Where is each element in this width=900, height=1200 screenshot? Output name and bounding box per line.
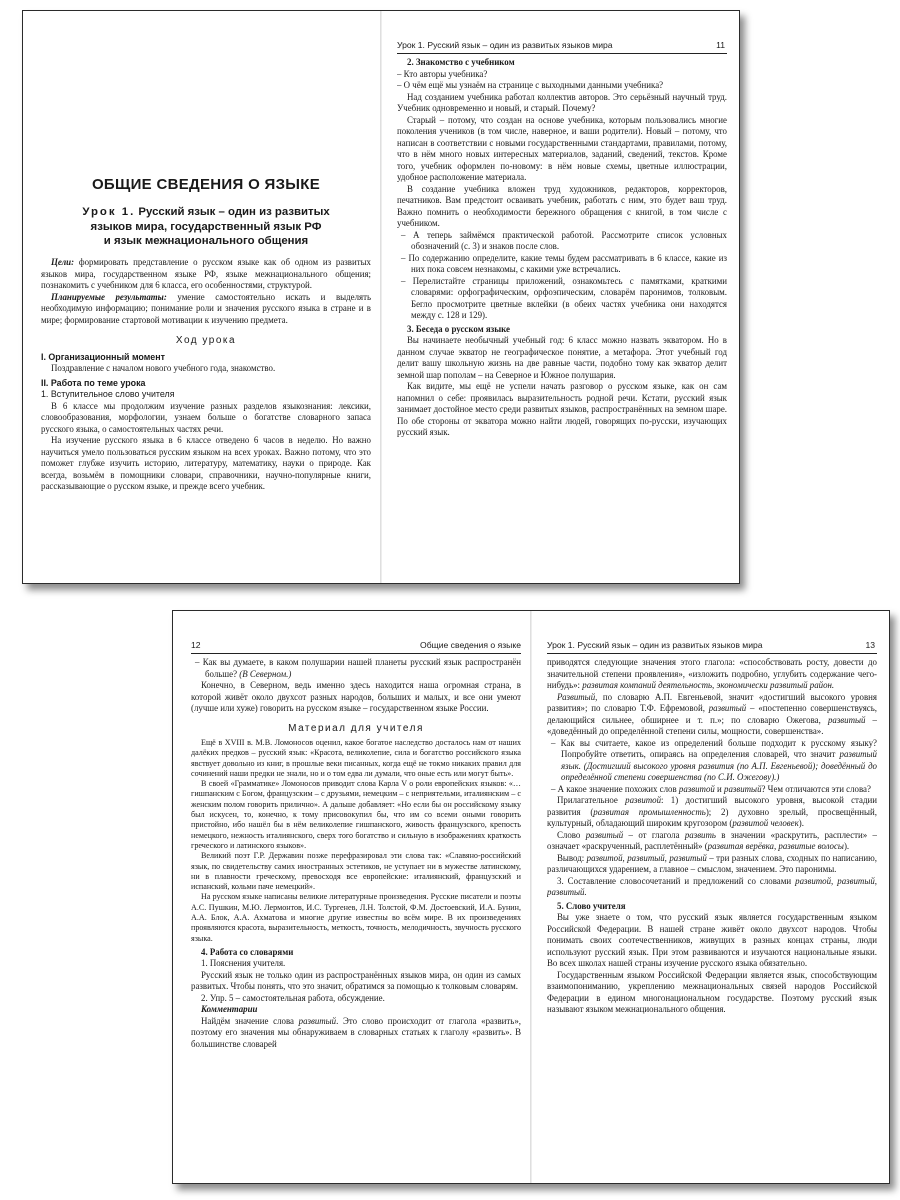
section-2-paragraph-1: В 6 классе мы продолжим изучение разных разделов языкознания: лексики, словообразования, морфологии, узнаем больше о богатстве словарного запаса русского языка, о самостоятельных частях речи. — [41, 400, 371, 434]
material-heading: Материал для учителя — [288, 722, 424, 734]
italic-example: развитая промышленность — [593, 806, 706, 817]
task-2: – По содержанию определите, какие темы будем рассматривать в 6 классе, какие из них пока совсем незнакомы, с какими уже встречались. — [401, 252, 727, 274]
paragraph-7: Вы уже знаете о том, что русский язык является государственным языком Российской Федерации. В нашей стране живёт около двухсот народов. Чтобы понимать своих соотечественников, живущих в разных концах страны, люди используют русский язык. При этом развиваются и изучаются национальные языки. Во всех школах нашей страны изучение русского языка обязательно. — [547, 912, 877, 968]
text-fragment: – «постепенно совершенствуясь, делающийся сильнее, обширнее и т. п.»; по словарю Ожегова, — [547, 703, 877, 725]
page-body — [191, 657, 521, 1050]
page-fold — [380, 11, 382, 583]
question-2: – О чём ещё мы узнаём на странице с выходными данными учебника? — [397, 80, 664, 90]
running-header — [547, 639, 877, 654]
page-13 — [547, 611, 877, 1183]
italic-word: развить — [684, 829, 716, 840]
running-header — [191, 639, 521, 654]
page-number: 11 — [716, 40, 725, 50]
paragraph-5: Как видите, мы ещё не успели начать разговор о русском языке, как он сам напомнил о себе: проявилась выразительность родной речи. Кстати, русский язык занимает достойное место среди развитых языков, распространённых на земном шаре. По обе стороны от экватора можно найти людей, говорящих по-русски, изучающих русский язык. — [397, 381, 727, 437]
text-fragment: – Как вы считаете, какое из определений больше подходит к русскому языку? Попробуйте ответить, опираясь на определения словарей, что значит — [551, 737, 877, 759]
goals-text: формировать представление о русском языке как об одном из развитых языков мира, государственном языке РФ, языке межнационального общения; познакомить с учебником для 6 класса, его особенностями, структурой. — [41, 257, 371, 290]
question-difference — [547, 784, 877, 796]
paragraph-4 — [547, 830, 877, 853]
paragraph-3 — [547, 795, 877, 830]
italic-word: развитой — [678, 783, 715, 794]
page-body — [547, 657, 877, 1016]
lesson-flow-heading: Ход урока — [175, 335, 237, 346]
italic-word: развитой, развитый, развитый — [586, 852, 707, 863]
paragraph-2 — [547, 692, 877, 738]
paragraph-1: Конечно, в Северном, ведь именно здесь находится наша огромная страна, в которой живёт около двухсот разных народов, больших и малых, и все они умеют (лучше или хуже) говорить на русском языке – государственном языке России. — [191, 680, 521, 713]
text-fragment: – А какое значение похожих слов — [551, 783, 679, 794]
material-paragraph-1: Ещё в XVIII в. М.В. Ломоносов оценил, какое богатое наследство досталось нам от наших далёких предков – русский язык: «Красота, великолепие, сила и богатство российского языка явствует довольно из книг, в прошлые веки писанных, когда ещё не токмо никаких правил для сочинений наши предки не знали, но и о том едва ли думали, что оные есть или могут быть». — [191, 738, 521, 778]
question-hemisphere — [191, 657, 521, 680]
page-11 — [397, 11, 727, 583]
lesson-intro — [41, 257, 371, 493]
text-fragment: приводятся следующие значения этого глагола: «способствовать росту, довести до значительной степени проявления», «изложить подробно, углубить содержание чего-нибудь»: — [547, 657, 877, 690]
page-body — [397, 57, 727, 439]
italic-word: развитый — [585, 829, 624, 840]
italic-word: развитый — [827, 714, 866, 725]
step-1-text: Русский язык не только один из распространённых языков мира, он один из самых развитых. Чтобы понять, что это значит, обратимся за помощью к толковым словарям. — [191, 969, 521, 992]
italic-word: развитый — [298, 1015, 337, 1026]
paragraph-1 — [547, 657, 877, 692]
page-fold — [530, 611, 532, 1183]
text-fragment: Прилагательное — [557, 795, 626, 805]
chapter-title: ОБЩИЕ СВЕДЕНИЯ О ЯЗЫКЕ — [91, 176, 321, 193]
book-spread-pages-12-13 — [172, 610, 890, 1184]
italic-example: развитая верёвка, развитые волосы — [707, 841, 844, 851]
subsection-2-heading: 2. Знакомство с учебником — [407, 57, 515, 67]
material-paragraph-4: На русском языке написаны великие литературные произведения. Русские писатели и поэты А.С. Пушкин, М.Ю. Лермонтов, И.С. Тургенев, Л.Н. Толстой, Ф.М. Достоевский, И.А. Бунин, А.А. Блок, А.А. Ахматова и многие другие известны во всём мире. В их произведениях проявляются красота, выразительность, меткость, точность, мелодичность, звучность русского языка. — [191, 892, 521, 943]
text-fragment: Вывод: — [557, 852, 587, 863]
lesson-title-line-2: языков мира, государственный язык РФ — [90, 220, 322, 233]
text-fragment: ). — [843, 841, 850, 851]
page-12 — [191, 611, 521, 1183]
running-header — [397, 39, 727, 54]
italic-word: Развитый — [557, 691, 596, 702]
subsection-3-heading: 3. Беседа о русском языке — [407, 323, 510, 334]
subsection-1-heading: 1. Вступительное слово учителя — [41, 389, 175, 399]
results-text: умение самостоятельно искать и выделять необходимую информацию; понимание роли и значения русского языка в стране и в мире; формирование стартовой мотивации к изучению предмета. — [41, 291, 371, 325]
comments-label — [191, 1004, 521, 1016]
lesson-title-line-3: и язык межнационального общения — [103, 235, 309, 247]
section-2-paragraph-2: На изучение русского языка в 6 классе отведено 6 часов в неделю. Но важно научиться умело пользоваться русским языком на всех уроках. Важно потому, что это поможет глубже изучить историю, литературу, математику, науки о природе. Как всегда, возьмём в помощники словари, справочники, научно-популярные книги, рассказывающие о русском языке, и прежде всего учебник. — [41, 435, 371, 491]
text-fragment: – «доведённый до определённой степени силы, мощности, совершенства». — [547, 714, 877, 736]
running-title: Общие сведения о языке — [420, 640, 521, 650]
italic-word: развитой, развитый, развитый. — [547, 875, 877, 897]
section-1-text: Поздравление с началом нового учебного года, знакомство. — [51, 363, 276, 373]
running-title: Урок 1. Русский язык – один из развитых языков мира — [397, 40, 613, 50]
step-2: 2. Упр. 5 – самостоятельная работа, обсуждение. — [201, 992, 385, 1003]
text-fragment: : 1) достигший высокого уровня, высокой стадии развития ( — [547, 795, 877, 817]
italic-example: развитая компаний деятельность, экономически развитый район. — [582, 680, 835, 690]
material-paragraph-2: В своей «Грамматике» Ломоносов приводит слова Карла V о роли европейских языков: «…гишпанским с Богом, французским – с друзьями, немецким – с неприятельми, италиянским – с женским полом говорить прилично». А дальше добавляет: «Но если бы он российскому языку был искусен, то, конечно, к тому присовокупил бы, что им со всеми оными говорить пристойно, ибо нашёл бы в нём великолепие гишпанского, живость французского, крепость немецкого, нежность италиянского, сверх того богатство и сильную в изображениях краткость греческого и латинского языков». — [191, 779, 521, 850]
text-fragment: в значении «раскрутить, расплести» – означает «раскрученный, расплетённый» ( — [547, 829, 877, 851]
paragraph-8: Государственным языком Российской Федерации является язык, способствующим взаимопониманию, укреплению межнациональных связей народов Российской Федерации в едином многонациональном государстве. Поэтому русский язык называют языком межнационального общения. — [547, 969, 877, 1014]
goals-label: Цели: — [51, 257, 75, 267]
text-fragment: 3. Составление словосочетаний и предложений со словами — [557, 875, 796, 886]
question-answer: (В Северном.) — [239, 668, 292, 679]
text-fragment: Найдём значение слова — [201, 1015, 299, 1026]
last-paragraph — [191, 1016, 521, 1051]
paragraph-2: Старый – потому, что создан на основе учебника, которым пользовались многие поколения учеников (в том числе, наверное, и ваши родители). Новый – потому, что написан в соответствии с новыми государственными стандартами, правилами, потому, что в нём много новых интересных материалов, заданий, сведений, текстов. Кроме того, учебник оформлен по-новому: в нём новые схемы, цветные иллюстрации, удобное расположение материала. — [397, 114, 727, 182]
text-fragment: ). — [798, 818, 804, 828]
page-number: 13 — [865, 640, 875, 650]
task-3: – Перелистайте страницы приложений, ознакомьтесь с памятками, краткими словарями: орфографическим, орфоэпическим, словарём паронимов, толковым. Бегло просмотрите цветные вклейки (в обеих частях учебника они находятся между с. 128 и 129). — [401, 275, 727, 320]
lesson-prefix: Урок 1. — [82, 206, 136, 218]
paragraph-5 — [547, 853, 877, 876]
comments-label-text: Комментарии — [201, 1004, 258, 1015]
goals-paragraph — [41, 257, 371, 292]
text-fragment: и — [714, 783, 725, 794]
text-fragment: ); 2) духовно зрелый, просвещённый, культурный, обладающий широким кругозором ( — [547, 806, 877, 828]
text-fragment: Слово — [557, 829, 586, 840]
paragraph-4: Вы начинаете необычный учебный год: 6 класс можно назвать экватором. Но в данном случае экватор не географическое понятие, а метафора. Этот учебный год делит вашу школьную жизнь на две равные части, подобно тому как экватор делит земной шар пополам – на Северное и Южное полушария. — [397, 335, 727, 380]
question-1: – Кто авторы учебника? — [397, 68, 488, 79]
text-fragment: – три разных слова, сходных по написанию, различающихся ударением, а главное – смыслом, значением. Это паронимы. — [547, 852, 877, 874]
running-title: Урок 1. Русский язык – один из развитых языков мира — [547, 640, 763, 650]
subsection-4-heading: 4. Работа со словарями — [201, 946, 294, 957]
text-fragment: , по словарю А.П. Евгеньевой, значит «достигший высокого уровня развития»; по словарю Т.Ф. Ефремовой, — [547, 691, 877, 713]
paragraph-6 — [547, 876, 877, 899]
results-label: Планируемые результаты: — [51, 291, 167, 302]
italic-answer: развитый язык. (Достигший высокого уровня развития (по А.П. Евгеньевой); доведённый до определённой степени совершенства (по С.И. Ожегову).) — [561, 749, 877, 782]
text-fragment: – от глагола — [623, 829, 685, 840]
question-text: – Как вы думаете, в каком полушарии нашей планеты русский язык распространён больше? — [195, 657, 521, 679]
material-paragraph-3: Великий поэт Г.Р. Державин позже перефразировал эти слова так: «Славяно-российский язык, по свидетельству самих иностранных эстетиков, не уступает ни в мужестве латинскому, ни в плавности греческому, превосходя все европейские: италиянский, французский и испанский, кольми паче немецкий». — [191, 851, 521, 892]
book-spread-pages-10-11 — [22, 10, 740, 584]
section-1-heading: I. Организационный момент — [41, 351, 165, 362]
italic-word: развитый — [724, 783, 762, 794]
text-fragment: . Это слово происходит от глагола «развить», поэтому его значения мы обнаруживаем в словарных статьях к глаголу «развить». В большинстве словарей — [191, 1015, 521, 1049]
task-1: – А теперь займёмся практической работой. Рассмотрите список условных обозначений (с. 3) и знаков после слов. — [401, 229, 727, 251]
italic-word: развитой — [625, 795, 662, 805]
italic-example: развитой человек — [732, 818, 799, 828]
section-2-heading: II. Работа по теме урока — [41, 377, 146, 388]
step-1: 1. Пояснения учителя. — [201, 958, 286, 969]
results-paragraph — [41, 292, 371, 327]
lesson-title-line-1: Русский язык – один из развитых — [138, 206, 330, 218]
teacher-material — [191, 738, 521, 944]
page-10 — [41, 11, 371, 583]
text-fragment: ? Чем отличаются эти слова? — [761, 783, 871, 794]
question-definition — [547, 738, 877, 784]
lesson-title — [41, 205, 371, 249]
subsection-5-heading: 5. Слово учителя — [557, 900, 626, 911]
paragraph-3: В создание учебника вложен труд художников, редакторов, корректоров, печатников. Вам предстоит осваивать учебник, работать с ним, это будет ваш труд. Важно помнить о необходимости бережного обращения с книгой, в том числе с учебником. — [397, 183, 727, 228]
italic-word: развитый — [708, 703, 747, 713]
page-number: 12 — [191, 640, 201, 650]
paragraph-1: Над созданием учебника работал коллектив авторов. Это серьёзный научный труд. Учебник одновременно и новый, и старый. Почему? — [397, 91, 727, 113]
